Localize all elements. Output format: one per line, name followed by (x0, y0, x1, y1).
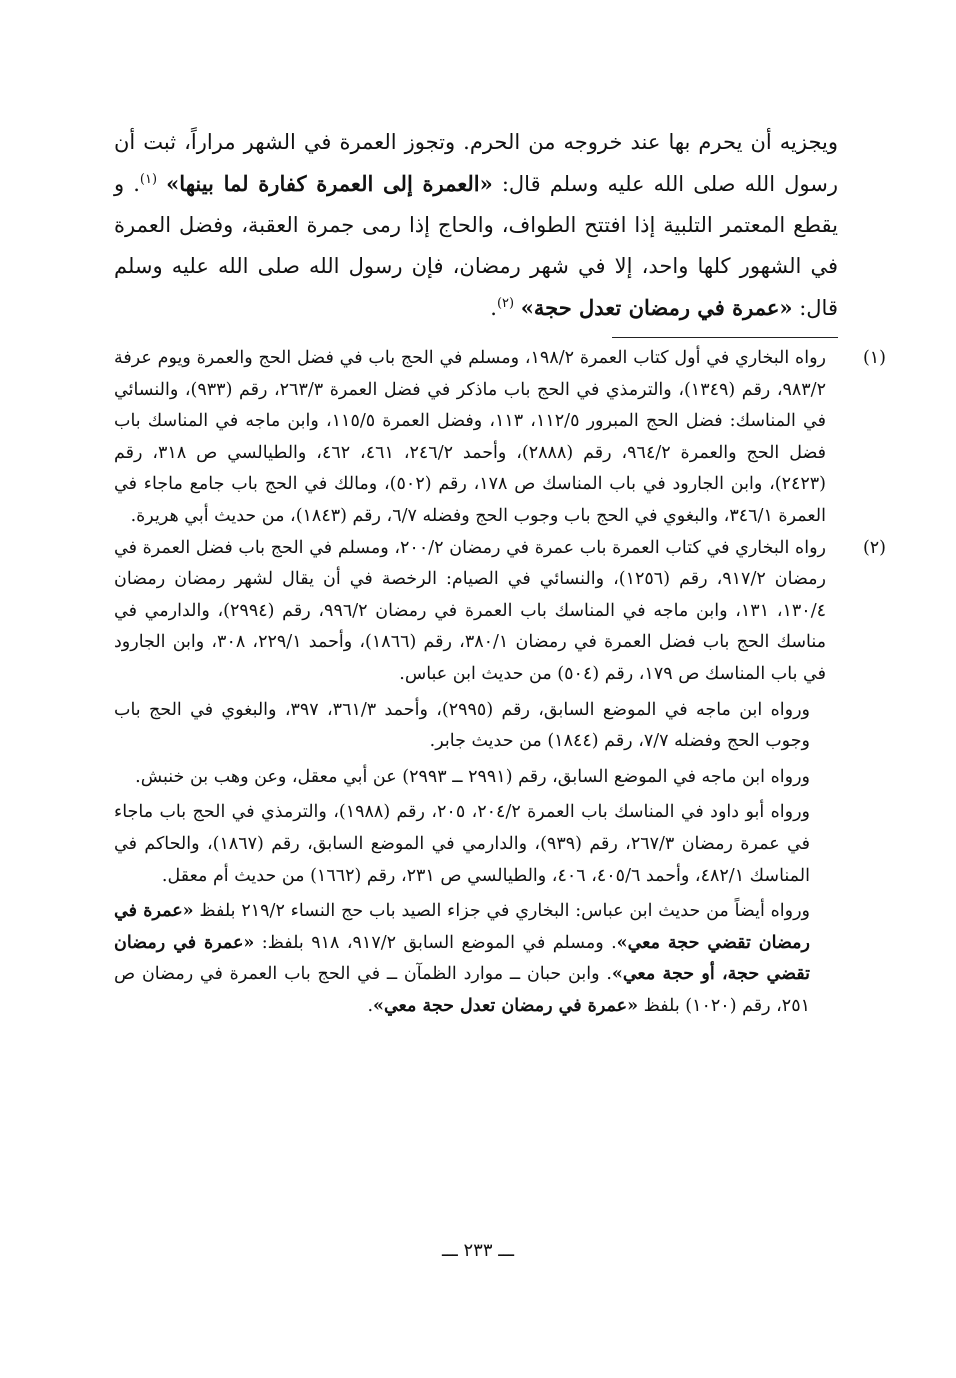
footnote-2-sub-3 (114, 797, 838, 892)
footnote-2-sub-4-text-b: . ومسلم في الموضع السابق ٩١٧/٢، ٩١٨ بلفظ: (254, 932, 617, 953)
page-number: ـــ ٢٣٣ ـــ (441, 1240, 515, 1261)
hadith-quote-2: «عمرة في رمضان تعدل حجة» (520, 295, 793, 320)
footnote-2-sub-3-text: ورواه أبو داود في المناسك باب العمرة ٢٠٤/٢، ٢٠٥، رقم (١٩٨٨)، والترمذي في الحج باب ماجاء في عمرة رمضان ٢٦٧/٣، رقم (٩٣٩)، والدارمي في الموضع السابق، رقم (١٨٦٧)، والحاكم في المناسك ٤٨٢/١، وأحمد ٤٠٥/٦، ٤٠٦، والطيالسي ص ٢٣١، رقم (١٦٦٢) من حديث أم معقل. (114, 802, 810, 886)
footnote-2-sub-4-text-d: . (367, 995, 374, 1016)
footnote-2-sub-4-text-c: . وابن حبان ــ موارد الظمآن ــ في الحج باب العمرة في رمضان ص ٢٥١، رقم (١٠٢٠) بلفظ (114, 964, 810, 1016)
footnote-1 (114, 343, 886, 533)
footnote-2-sub-2-text: ورواه ابن ماجه في الموضع السابق، رقم (٢٩٩١ ــ ٢٩٩٣) عن أبي معقل، وعن وهب بن خنبش. (135, 766, 810, 787)
footnote-2-sub-2 (114, 762, 838, 794)
footnote-2-sub-4-text-a: ورواه أيضاً من حديث ابن عباس: البخاري في جزاء الصيد باب حج النساء ٢١٩/٢ بلفظ (193, 901, 810, 922)
main-text-part-2: . و يقطع المعتمر التلبية إذا افتتح الطواف، والحاج إذا رمى جمرة العقبة، وفضل العمرة في الشهور كلها واحد، إلا في شهر رمضان، فإن رسول الله صلى الله عليه وسلم قال: (114, 172, 838, 320)
footnote-1-text: رواه البخاري في أول كتاب العمرة ١٩٨/٢، ومسلم في الحج باب في فضل الحج والعمرة ويوم عرفة ٩٨٣/٢، رقم (١٣٤٩)، والترمذي في الحج باب ماذكر في فضل العمرة ٢٦٣/٣، رقم (٩٣٣)، والنسائي في المناسك: فضل الحج المبرور ١١٢/٥، ١١٣، وفضل العمرة ١١٥/٥، وابن ماجه في المناسك باب فضل الحج والعمرة ٩٦٤/٢، رقم (٢٨٨٨)، وأحمد ٢٤٦/٢، ٤٦١، ٤٦٢، والطيالسي ص ٣١٨، رقم (٢٤٢٣)، وابن الجارود في باب المناسك ص ١٧٨، رقم (٥٠٢)، ومالك في الحج باب جامع ماجاء في العمرة ٣٤٦/١، والبغوي في الحج باب وجوب الحج وفضله ٦/٧، رقم (١٨٤٣)، من حديث أبي هريرة. (114, 348, 826, 526)
main-text-part-1: ويجزيه أن يحرم بها عند خروجه من الحرم. وتجوز العمرة في الشهر مراراً، ثبت أن رسول الله صلى الله عليه وسلم قال: (114, 130, 838, 196)
hadith-quote-1: «العمرة إلى العمرة كفارة لما بينها» (166, 171, 493, 196)
footnote-2-sub-4-quote-2: «عمرة في رمضان تقضي حجة، أو حجة معي» (114, 932, 810, 985)
footnote-2-sub-1 (114, 695, 838, 758)
footnote-2-sub-4 (114, 896, 838, 1022)
main-text-part-3: . (490, 296, 497, 320)
footnote-divider (612, 337, 838, 338)
footnote-2-sub-4-quote-1: «عمرة في رمضان تقضي حجة معي» (114, 901, 810, 953)
main-paragraph (114, 122, 838, 329)
footnote-ref-2[interactable]: (٢) (496, 296, 515, 311)
footnote-2-text: رواه البخاري في كتاب العمرة باب عمرة في رمضان ٢٠٠/٢، ومسلم في الحج باب فضل العمرة في رمضان ٩١٧/٢، رقم (١٢٥٦)، والنسائي في الصيام: الرخصة في أن يقال لشهر رمضان رمضان ١٣٠/٤، ١٣١، وابن ماجه في المناسك باب العمرة في رمضان ٩٩٦/٢، رقم (٢٩٩٤)، والدارمي في مناسك الحج باب فضل العمرة في رمضان ٣٨٠/١، رقم (١٨٦٦)، وأحمد ٢٢٩/١، ٣٠٨، وابن الجارود في باب المناسك ص ١٧٩، رقم (٥٠٤) من حديث ابن عباس. (114, 537, 826, 684)
footnote-2-sub-4-quote-3: «عمرة في رمضان تعدل حجة معي» (373, 995, 639, 1016)
footnotes-section (114, 343, 886, 1022)
footnote-ref-1[interactable]: (١) (139, 172, 158, 187)
footnote-1-number: (١) (862, 348, 886, 368)
footnote-2 (114, 533, 886, 691)
footnote-2-sub-1-text: ورواه ابن ماجه في الموضع السابق، رقم (٢٩٩٥)، وأحمد ٣٦١/٣، ٣٩٧، والبغوي في الحج باب وجوب الحج وفضله ٧/٧، رقم (١٨٤٤) من حديث جابر. (114, 699, 810, 752)
footnote-2-number: (٢) (862, 537, 886, 558)
